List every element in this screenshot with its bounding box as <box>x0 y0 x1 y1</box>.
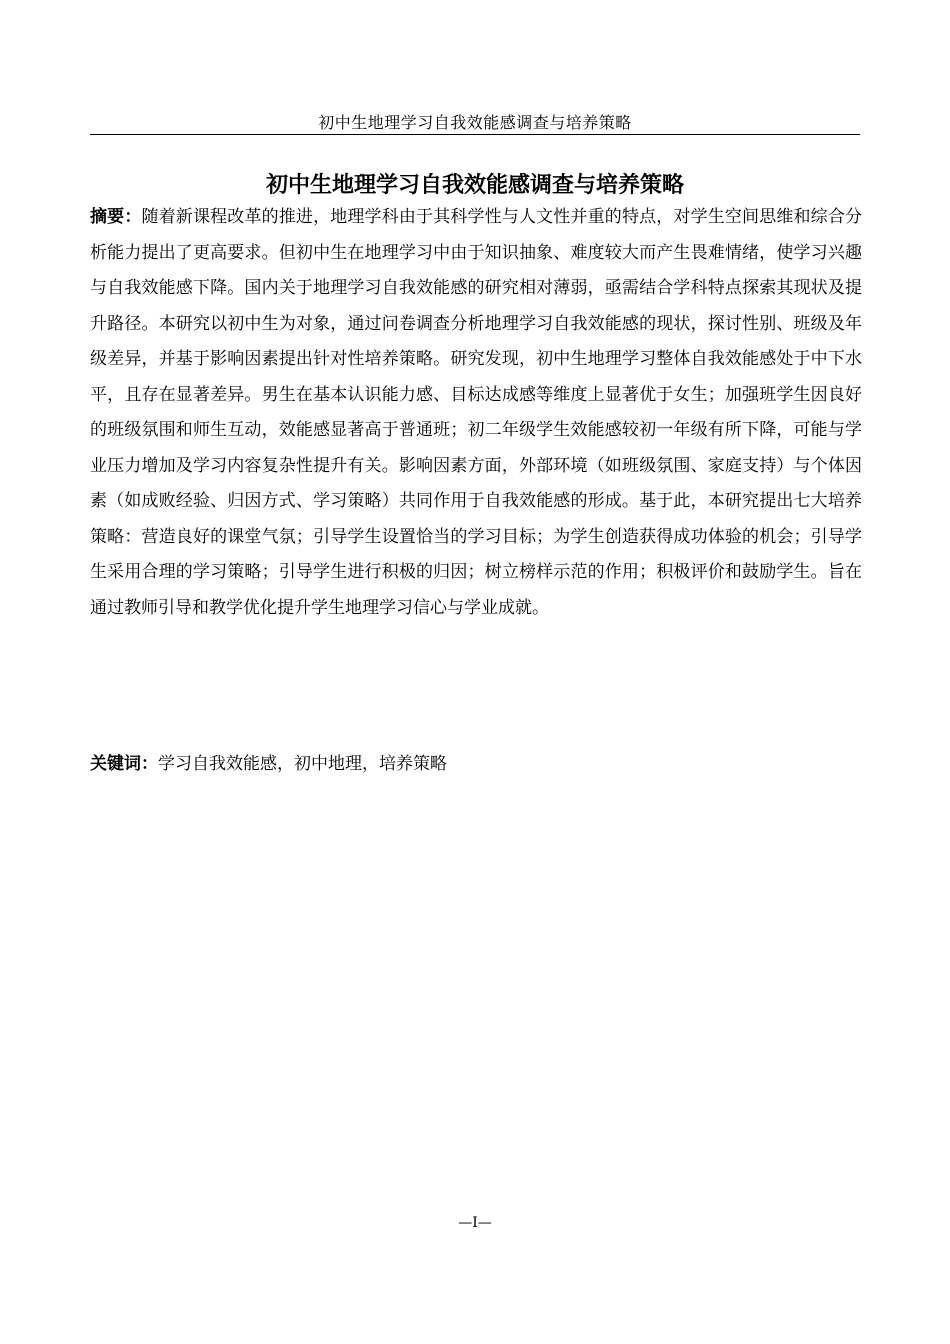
page-number: —I— <box>458 1215 492 1231</box>
keywords-label: 关键词： <box>90 754 158 774</box>
abstract-text: 随着新课程改革的推进，地理学科由于其科学性与人文性并重的特点，对学生空间思维和综合分析能力提出了更高要求。但初中生在地理学习中由于知识抽象、难度较大而产生畏难情绪，使学习兴趣与自我效能感下降。国内关于地理学习自我效能感的研究相对薄弱，亟需结合学科特点探索其现状及提升路径。本研究以初中生为对象，通过问卷调查分析地理学习自我效能感的现状，探讨性别、班级及年级差异，并基于影响因素提出针对性培养策略。研究发现，初中生地理学习整体自我效能感处于中下水平，且存在显著差异。男生在基本认识能力感、目标达成感等维度上显著优于女生；加强班学生因良好的班级氛围和师生互动，效能感显著高于普通班；初二年级学生效能感较初一年级有所下降，可能与学业压力增加及学习内容复杂性提升有关。影响因素方面，外部环境（如班级氛围、家庭支持）与个体因素（如成败经验、归因方式、学习策略）共同作用于自我效能感的形成。基于此，本研究提出七大培养策略：营造良好的课堂气氛；引导学生设置恰当的学习目标；为学生创造获得成功体验的机会；引导学生采用合理的学习策略；引导学生进行积极的归因；树立榜样示范的作用；积极评价和鼓励学生。旨在通过教师引导和教学优化提升学生地理学习信心与学业成就。 <box>90 207 863 618</box>
document-title: 初中生地理学习自我效能感调查与培养策略 <box>265 173 684 198</box>
header-rule <box>90 134 860 135</box>
abstract-paragraph <box>90 200 862 626</box>
abstract-label: 摘要： <box>90 207 142 227</box>
running-header: 初中生地理学习自我效能感调查与培养策略 <box>318 113 632 132</box>
keywords-text: 学习自我效能感，初中地理，培养策略 <box>158 754 447 774</box>
keywords-line <box>90 747 862 783</box>
